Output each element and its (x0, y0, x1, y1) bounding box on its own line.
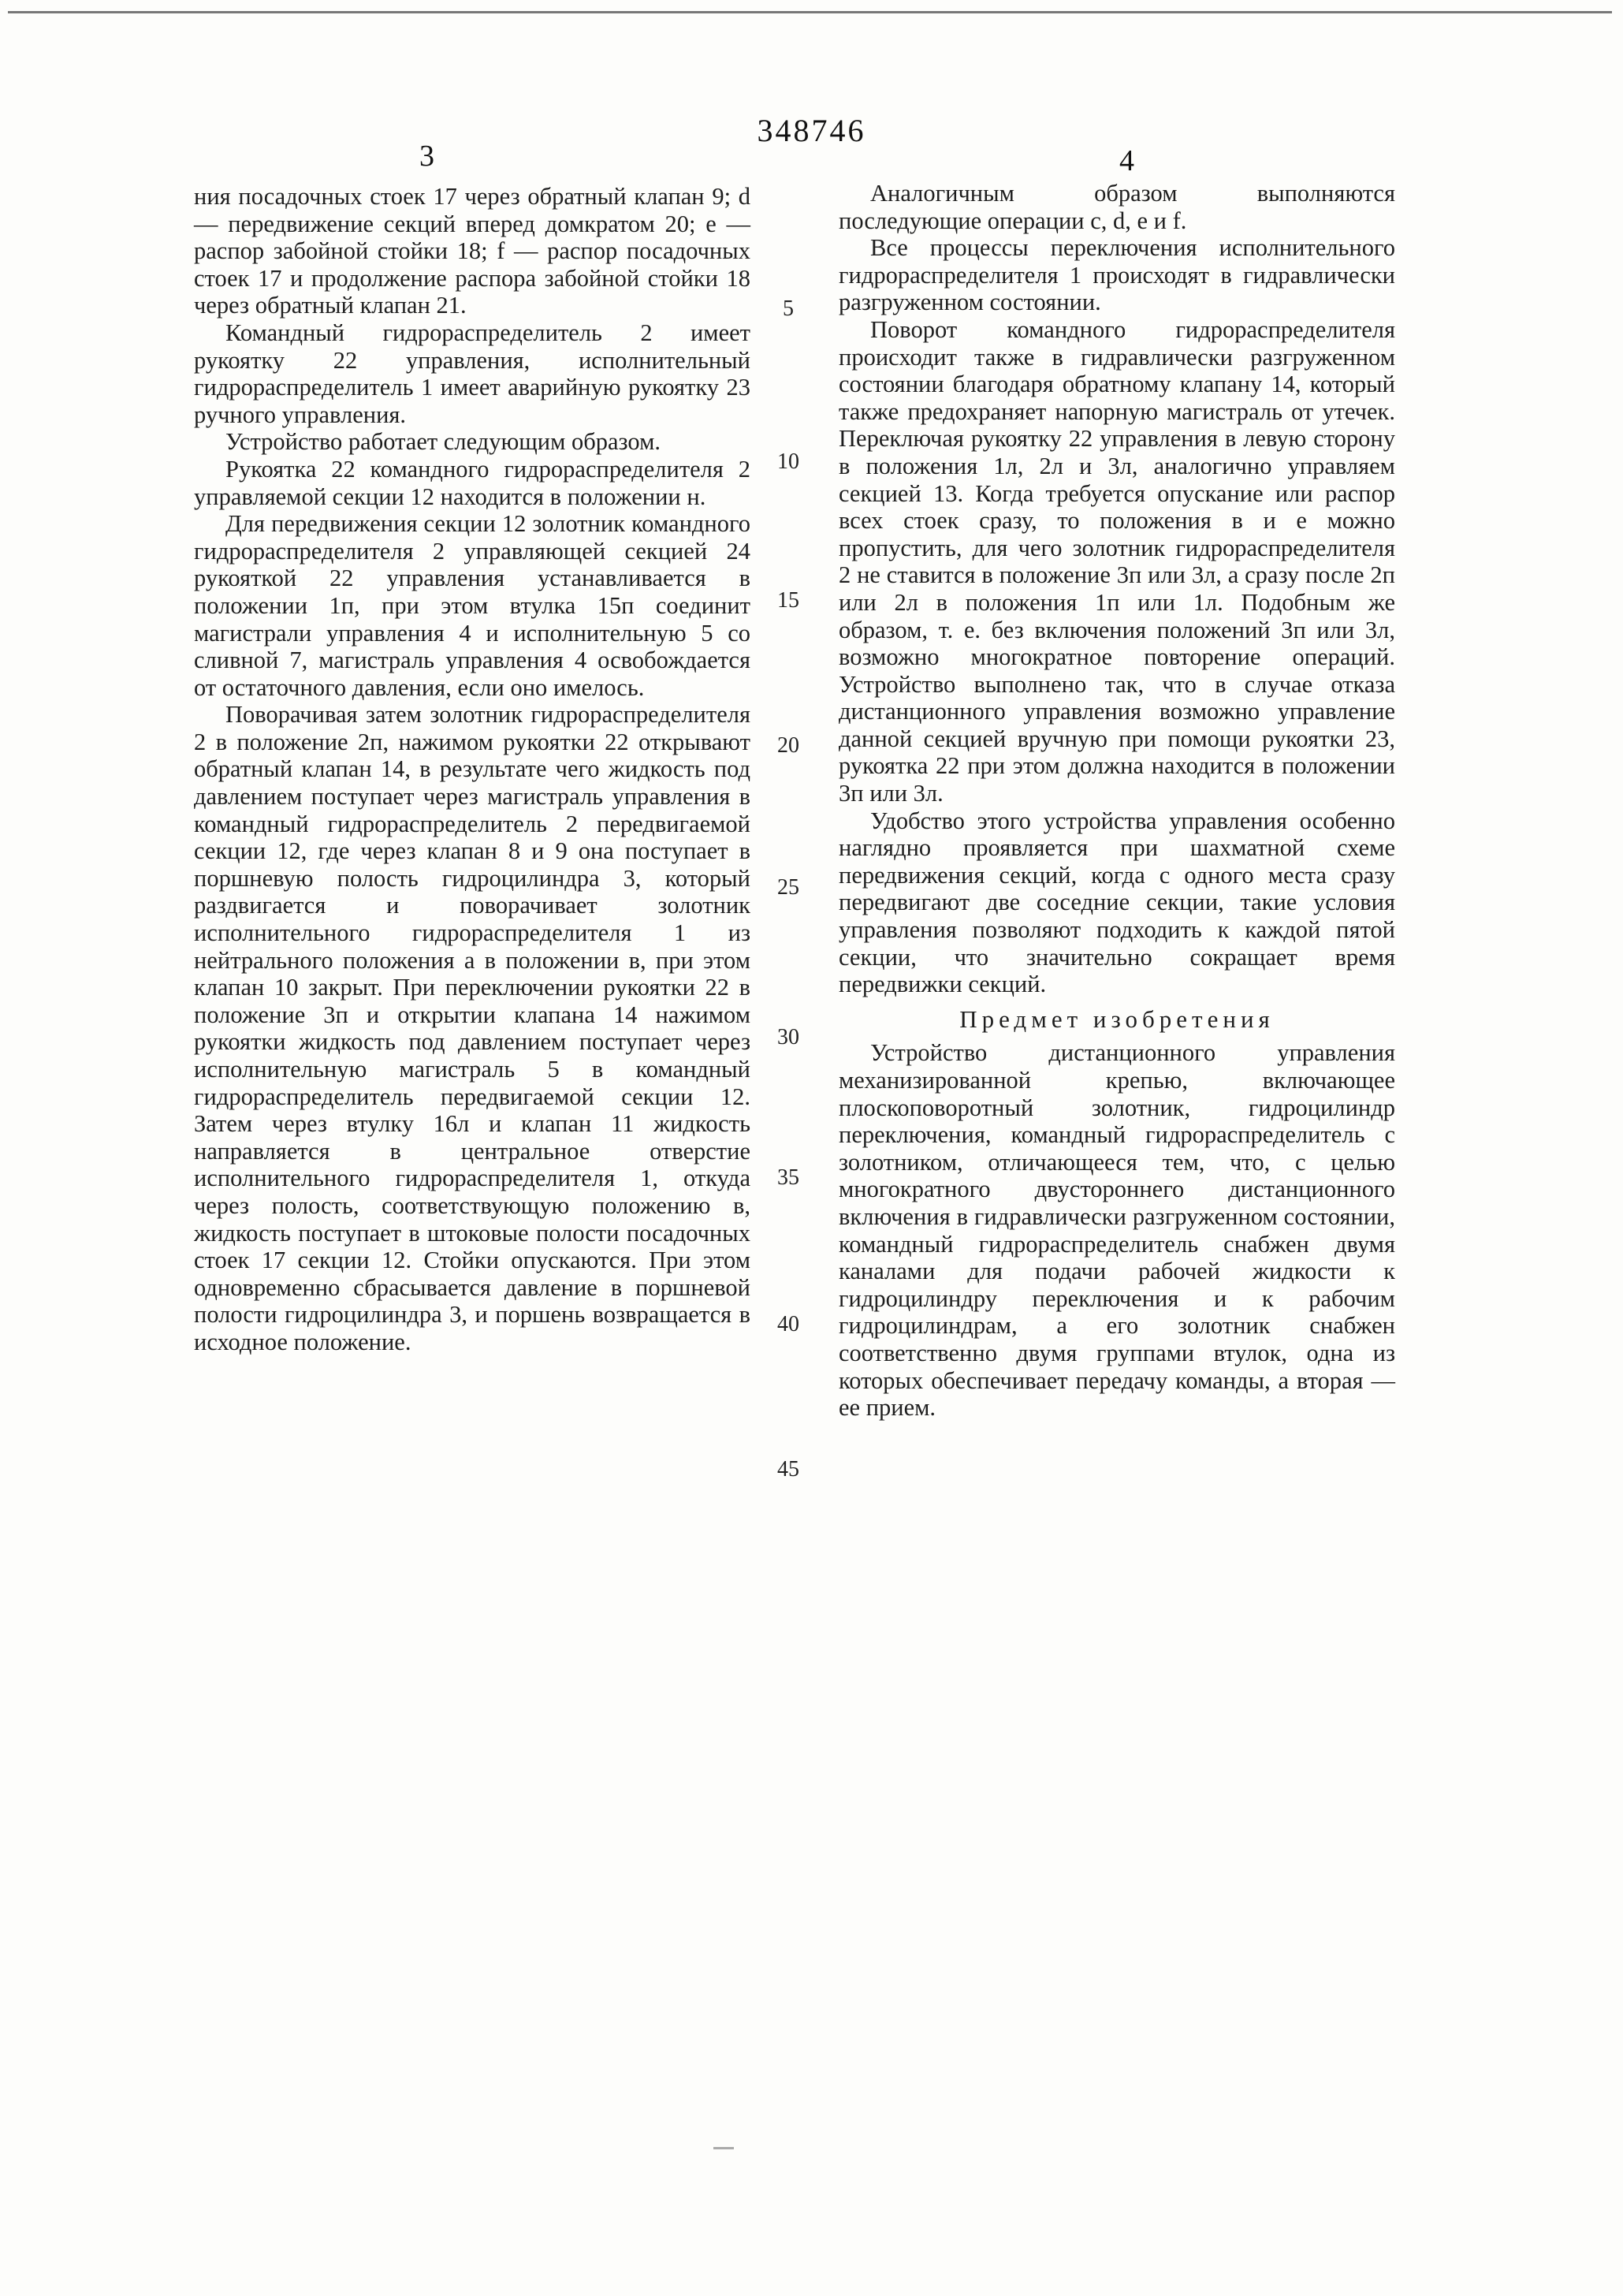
line-number-30: 30 (777, 1025, 799, 1049)
line-number-10: 10 (777, 449, 799, 474)
left-text-column (194, 183, 750, 1356)
left-paragraph-1: ния посадочных стоек 17 через обратный клапан 9; d — передвижение секций вперед домкратом 20; e — распор забойной стойки 18; f — распор посадочных стоек 17 и продолжение распора забойной стойки 18 через обратный клапан 21. (194, 183, 750, 319)
right-text-column (839, 180, 1395, 1422)
scan-speck (713, 2147, 734, 2149)
left-column-number: 3 (419, 140, 434, 173)
top-rule (8, 11, 1612, 13)
left-paragraph-6: Поворачивая затем золотник гидрораспределителя 2 в положение 2п, нажимом рукоятки 22 открывают обратный клапан 14, в результате чего жидкость под давлением поступает через магистраль управления в командный гидрораспределитель 2 передвигаемой секции 12, где через клапан 8 и 9 она поступает в поршневую полость гидроцилиндра 3, который раздвигается и поворачивает золотник исполнительного гидрораспределителя 1 из нейтрального положения а в положении в, при этом клапан 10 закрыт. При переключении рукоятки 22 в положение 3п и открытии клапана 14 нажимом рукоятки жидкость под давлением поступает через исполнительную магистраль 5 в командный гидрораспределитель передвигаемой секции 12. Затем через втулку 16л и клапан 11 жидкость направляется в центральное отверстие исполнительного гидрораспределителя 1, откуда через полость, соответствующую положению в, жидкость поступает в штоковые полости посадочных стоек 17 секции 12. Стойки опускаются. При этом одновременно сбрасывается давление в поршневой полости гидроцилиндра 3, и поршень возвращается в исходное положение. (194, 701, 750, 1355)
left-paragraph-2: Командный гидрораспределитель 2 имеет рукоятку 22 управления, исполнительный гидрораспределитель 1 имеет аварийную рукоятку 23 ручного управления. (194, 319, 750, 428)
line-number-25: 25 (777, 875, 799, 900)
line-number-40: 40 (777, 1312, 799, 1336)
left-paragraph-4: Рукоятка 22 командного гидрораспределителя 2 управляемой секции 12 находится в положении н. (194, 455, 750, 510)
right-paragraph-2: Все процессы переключения исполнительного гидрораспределителя 1 происходят в гидравлически разгруженном состоянии. (839, 234, 1395, 316)
line-number-5: 5 (783, 296, 794, 321)
right-paragraph-3: Поворот командного гидрораспределителя происходит также в гидравлически разгруженном состоянии благодаря обратному клапану 14, который также предохраняет напорную магистраль от утечек. Переключая рукоятку 22 управления в левую сторону в положения 1л, 2л и 3л, аналогично управляем секцией 13. Когда требуется опускание или распор всех стоек сразу, то положения в и е можно пропустить, для чего золотник гидрораспределителя 2 не ставится в положение 3п или 3л, а сразу после 2п или 2л в положения 1п или 1л. Подобным же образом, т. е. без включения положений 3п или 3л, возможно многократное повторение операций. Устройство выполнено так, что в случае отказа дистанционного управления возможно управление данной секцией вручную при помощи рукоятки 23, рукоятка 22 при этом должна находится в положении 3п или 3л. (839, 315, 1395, 807)
claims-heading: Предмет изобретения (959, 1004, 1275, 1033)
line-number-35: 35 (777, 1165, 799, 1190)
line-number-15: 15 (777, 588, 799, 613)
line-number-45: 45 (777, 1457, 799, 1482)
patent-number: 348746 (757, 113, 866, 148)
left-paragraph-5: Для передвижения секции 12 золотник командного гидрораспределителя 2 управляющей секцией 24 рукояткой 22 управления устанавливается в положении 1п, при этом втулка 15п соединит магистрали управления 4 и исполнительную 5 со сливной 7, магистраль управления 4 освобождается от остаточного давления, если оно имелось. (194, 510, 750, 701)
right-paragraph-4: Удобство этого устройства управления особенно наглядно проявляется при шахматной схеме передвижения секций, когда с одного места сразу передвигают две соседние секции, такие условия управления позволяют подходить к каждой пятой секции, что значительно сокращает время передвижки секций. (839, 807, 1395, 998)
right-column-number: 4 (1119, 144, 1134, 177)
line-number-20: 20 (777, 733, 799, 758)
right-paragraph-1: Аналогичным образом выполняются последующие операции с, d, е и f. (839, 180, 1395, 234)
left-paragraph-3: Устройство работает следующим образом. (225, 428, 661, 456)
right-paragraph-5: Устройство дистанционного управления механизированной крепью, включающее плоскоповоротный золотник, гидроцилиндр переключения, командный гидрораспределитель с золотником, отличающееся тем, что, с целью многократного двустороннего дистанционного включения в гидравлически разгруженном состоянии, командный гидрораспределитель снабжен двумя каналами для подачи рабочей жидкости к гидроцилиндру переключения и к рабочим гидроцилиндрам, а его золотник снабжен соответственно двумя группами втулок, одна из которых обеспечивает передачу команды, а вторая — ее прием. (839, 1039, 1395, 1422)
